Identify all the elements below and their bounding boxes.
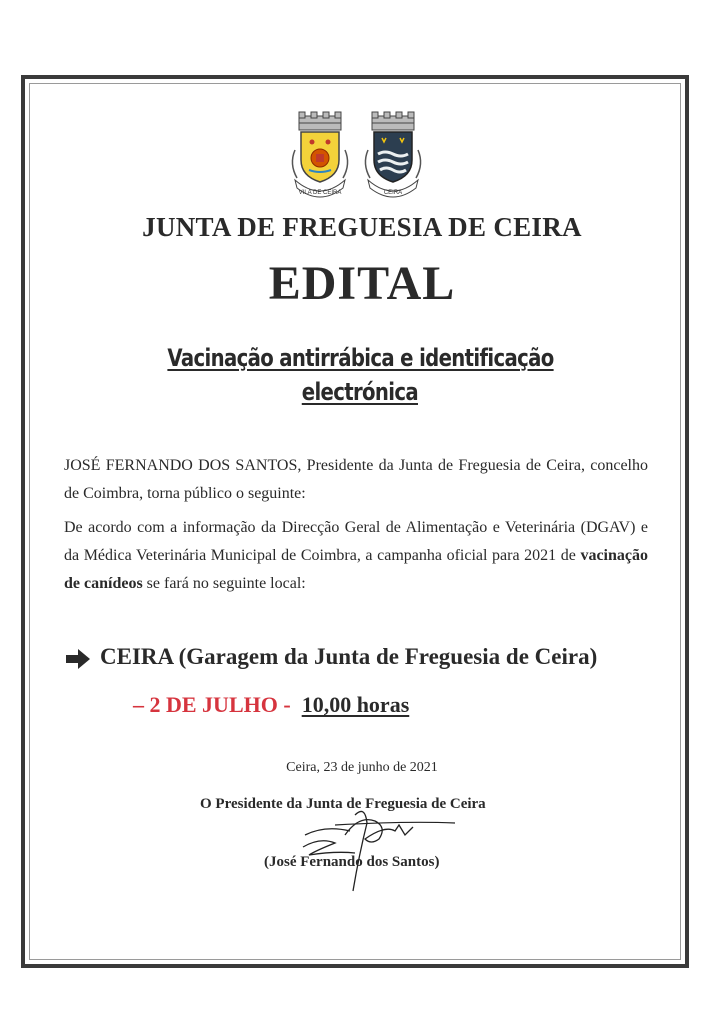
signatory-title: O Presidente da Junta de Freguesia de Ceira xyxy=(200,796,486,812)
signatory-name: (José Fernando dos Santos) xyxy=(264,854,440,870)
info-paragraph-bold: vacinação de canídeos xyxy=(64,547,648,592)
event-time: 10,00 horas xyxy=(301,692,410,717)
organization-title: JUNTA DE FREGUESIA DE CEIRA xyxy=(142,212,582,242)
date-dash-1: – xyxy=(133,692,150,717)
subject-line-1: Vacinação antirrábica e identificação xyxy=(166,344,554,372)
place-and-date: Ceira, 23 de junho de 2021 xyxy=(286,760,438,775)
vila-de-ceira-coat-of-arms xyxy=(285,110,355,200)
right-seal-motto: CEIRA xyxy=(383,190,403,196)
document-type-title: EDITAL xyxy=(268,257,456,310)
intro-paragraph: JOSÉ FERNANDO DOS SANTOS, Presidente da Junta de Freguesia de Ceira, concelho de Coimbra, torna público o seguinte: xyxy=(64,457,648,502)
event-location xyxy=(66,644,597,670)
info-paragraph-text-a: De acordo com a informação da Direcção Geral de Alimentação e Veterinária (DGAV) e da Médica Veterinária Municipal de Coimbra, a campanha oficial para 2021 de xyxy=(64,519,648,564)
info-paragraph-text-b: se fará no seguinte local: xyxy=(142,575,306,592)
info-paragraph xyxy=(64,514,648,598)
handwritten-signature xyxy=(295,795,465,895)
event-date-time xyxy=(133,692,409,718)
ceira-coat-of-arms xyxy=(358,110,428,200)
subject-line-2: electrónica xyxy=(301,378,419,406)
date-dash-2: - xyxy=(277,692,297,717)
event-date: 2 DE JULHO xyxy=(149,692,278,717)
event-location-text: CEIRA (Garagem da Junta de Freguesia de Ceira) xyxy=(100,644,598,669)
subject-heading xyxy=(100,341,620,409)
right-arrow-icon xyxy=(66,649,90,669)
coats-of-arms xyxy=(0,110,724,205)
left-seal-motto: VILA DE CEIRA xyxy=(298,190,342,196)
